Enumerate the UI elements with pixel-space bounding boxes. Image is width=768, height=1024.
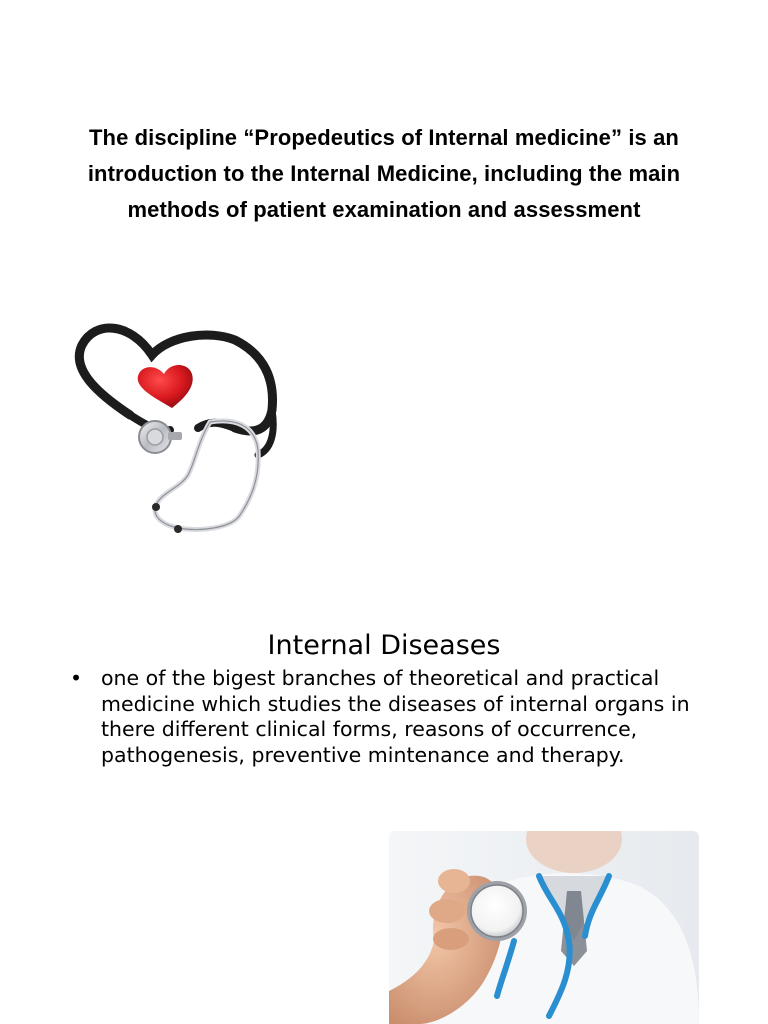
bullet-marker: • (70, 666, 83, 690)
doctor-holding-stethoscope-image (389, 831, 699, 1024)
stethoscope-heart-icon (60, 310, 300, 550)
slide-title: The discipline “Propedeutics of Internal medicine” is an introduction to the Internal Medicine, including the main methods of patient examination and assessment (87, 125, 681, 222)
section-heading: Internal Diseases (267, 630, 501, 661)
bullet-text: one of the bigest branches of theoretical and practical medicine which studies the diseases of internal organs in there different clinical forms, reasons of occurrence, pathogenesis, preventive mintenance and therapy. (101, 666, 690, 767)
bullet-list (70, 666, 710, 768)
list-item (70, 666, 710, 768)
